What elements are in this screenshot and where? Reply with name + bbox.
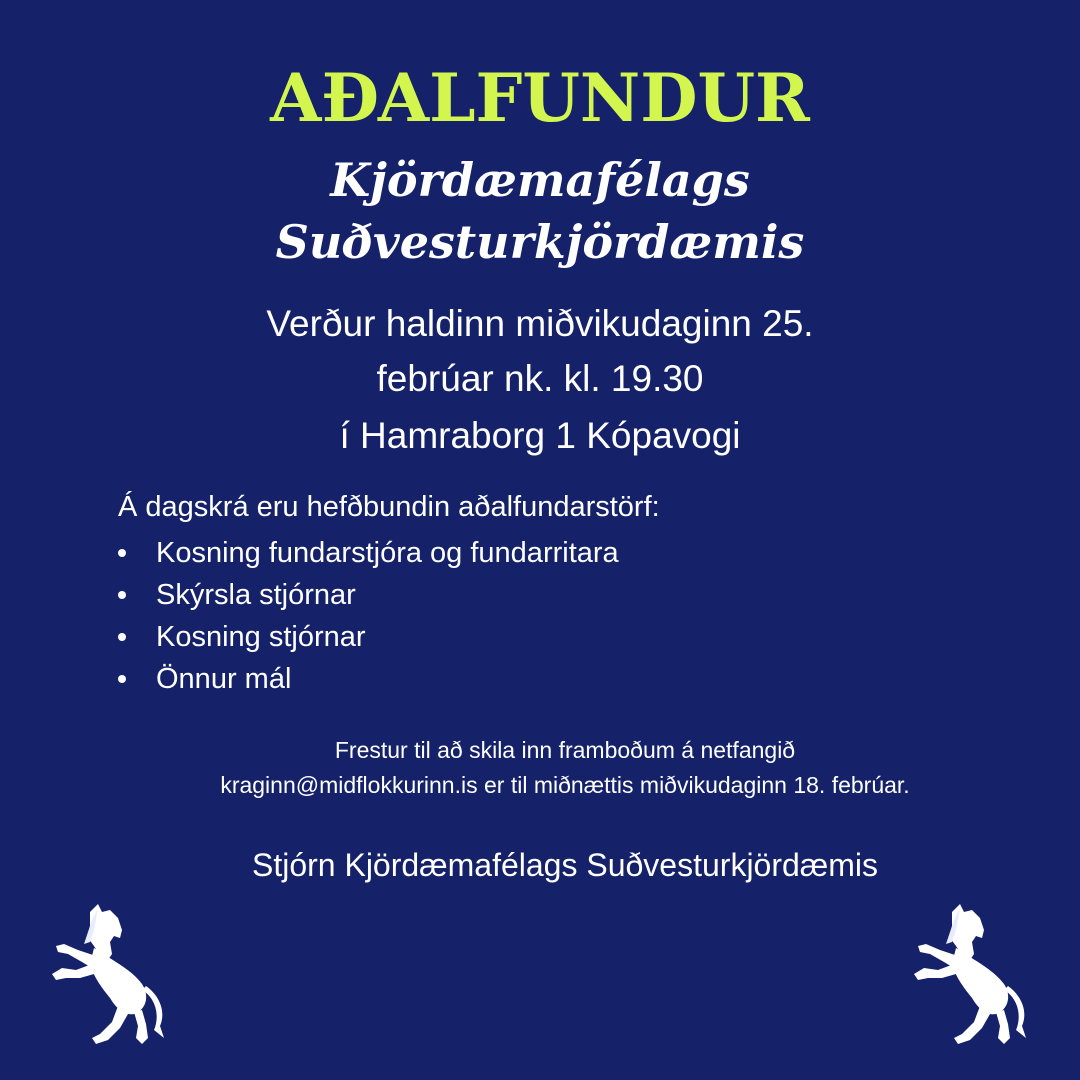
agenda-list bbox=[118, 532, 619, 700]
rearing-horse-icon bbox=[900, 898, 1040, 1048]
agenda-item bbox=[118, 532, 619, 574]
page-title: AÐALFUNDUR bbox=[270, 59, 810, 137]
event-date-line-1: Verður haldinn miðvikudaginn 25. bbox=[266, 303, 814, 344]
rearing-horse-icon bbox=[38, 898, 178, 1048]
agenda-item-label: Kosning fundarstjóra og fundarritara bbox=[156, 536, 619, 569]
signature: Stjórn Kjördæmafélags Suðvesturkjördæmis bbox=[251, 847, 879, 883]
bullet-icon bbox=[118, 675, 126, 683]
subtitle-line-1: Kjördæmafélags bbox=[330, 153, 750, 207]
deadline-line-1: Frestur til að skila inn framboðum á netfangið bbox=[334, 737, 796, 763]
bullet-icon bbox=[118, 633, 126, 641]
bullet-icon bbox=[118, 591, 126, 599]
agenda-item bbox=[118, 616, 619, 658]
agenda-item-label: Skýrsla stjórnar bbox=[156, 578, 356, 611]
subtitle-line-2: Suðvesturkjördæmis bbox=[275, 215, 805, 269]
agenda-item bbox=[118, 574, 619, 616]
agenda-item bbox=[118, 658, 619, 700]
deadline-line-2: kraginn@midflokkurinn.is er til miðnættis miðvikudaginn 18. febrúar. bbox=[220, 772, 910, 798]
agenda-item-label: Kosning stjórnar bbox=[156, 620, 366, 653]
bullet-icon bbox=[118, 549, 126, 557]
agenda-intro: Á dagskrá eru hefðbundin aðalfundarstörf: bbox=[118, 491, 660, 523]
agenda-item-label: Önnur mál bbox=[156, 662, 292, 695]
event-date-line-2: febrúar nk. kl. 19.30 bbox=[376, 358, 704, 399]
event-location: í Hamraborg 1 Kópavogi bbox=[339, 415, 741, 456]
